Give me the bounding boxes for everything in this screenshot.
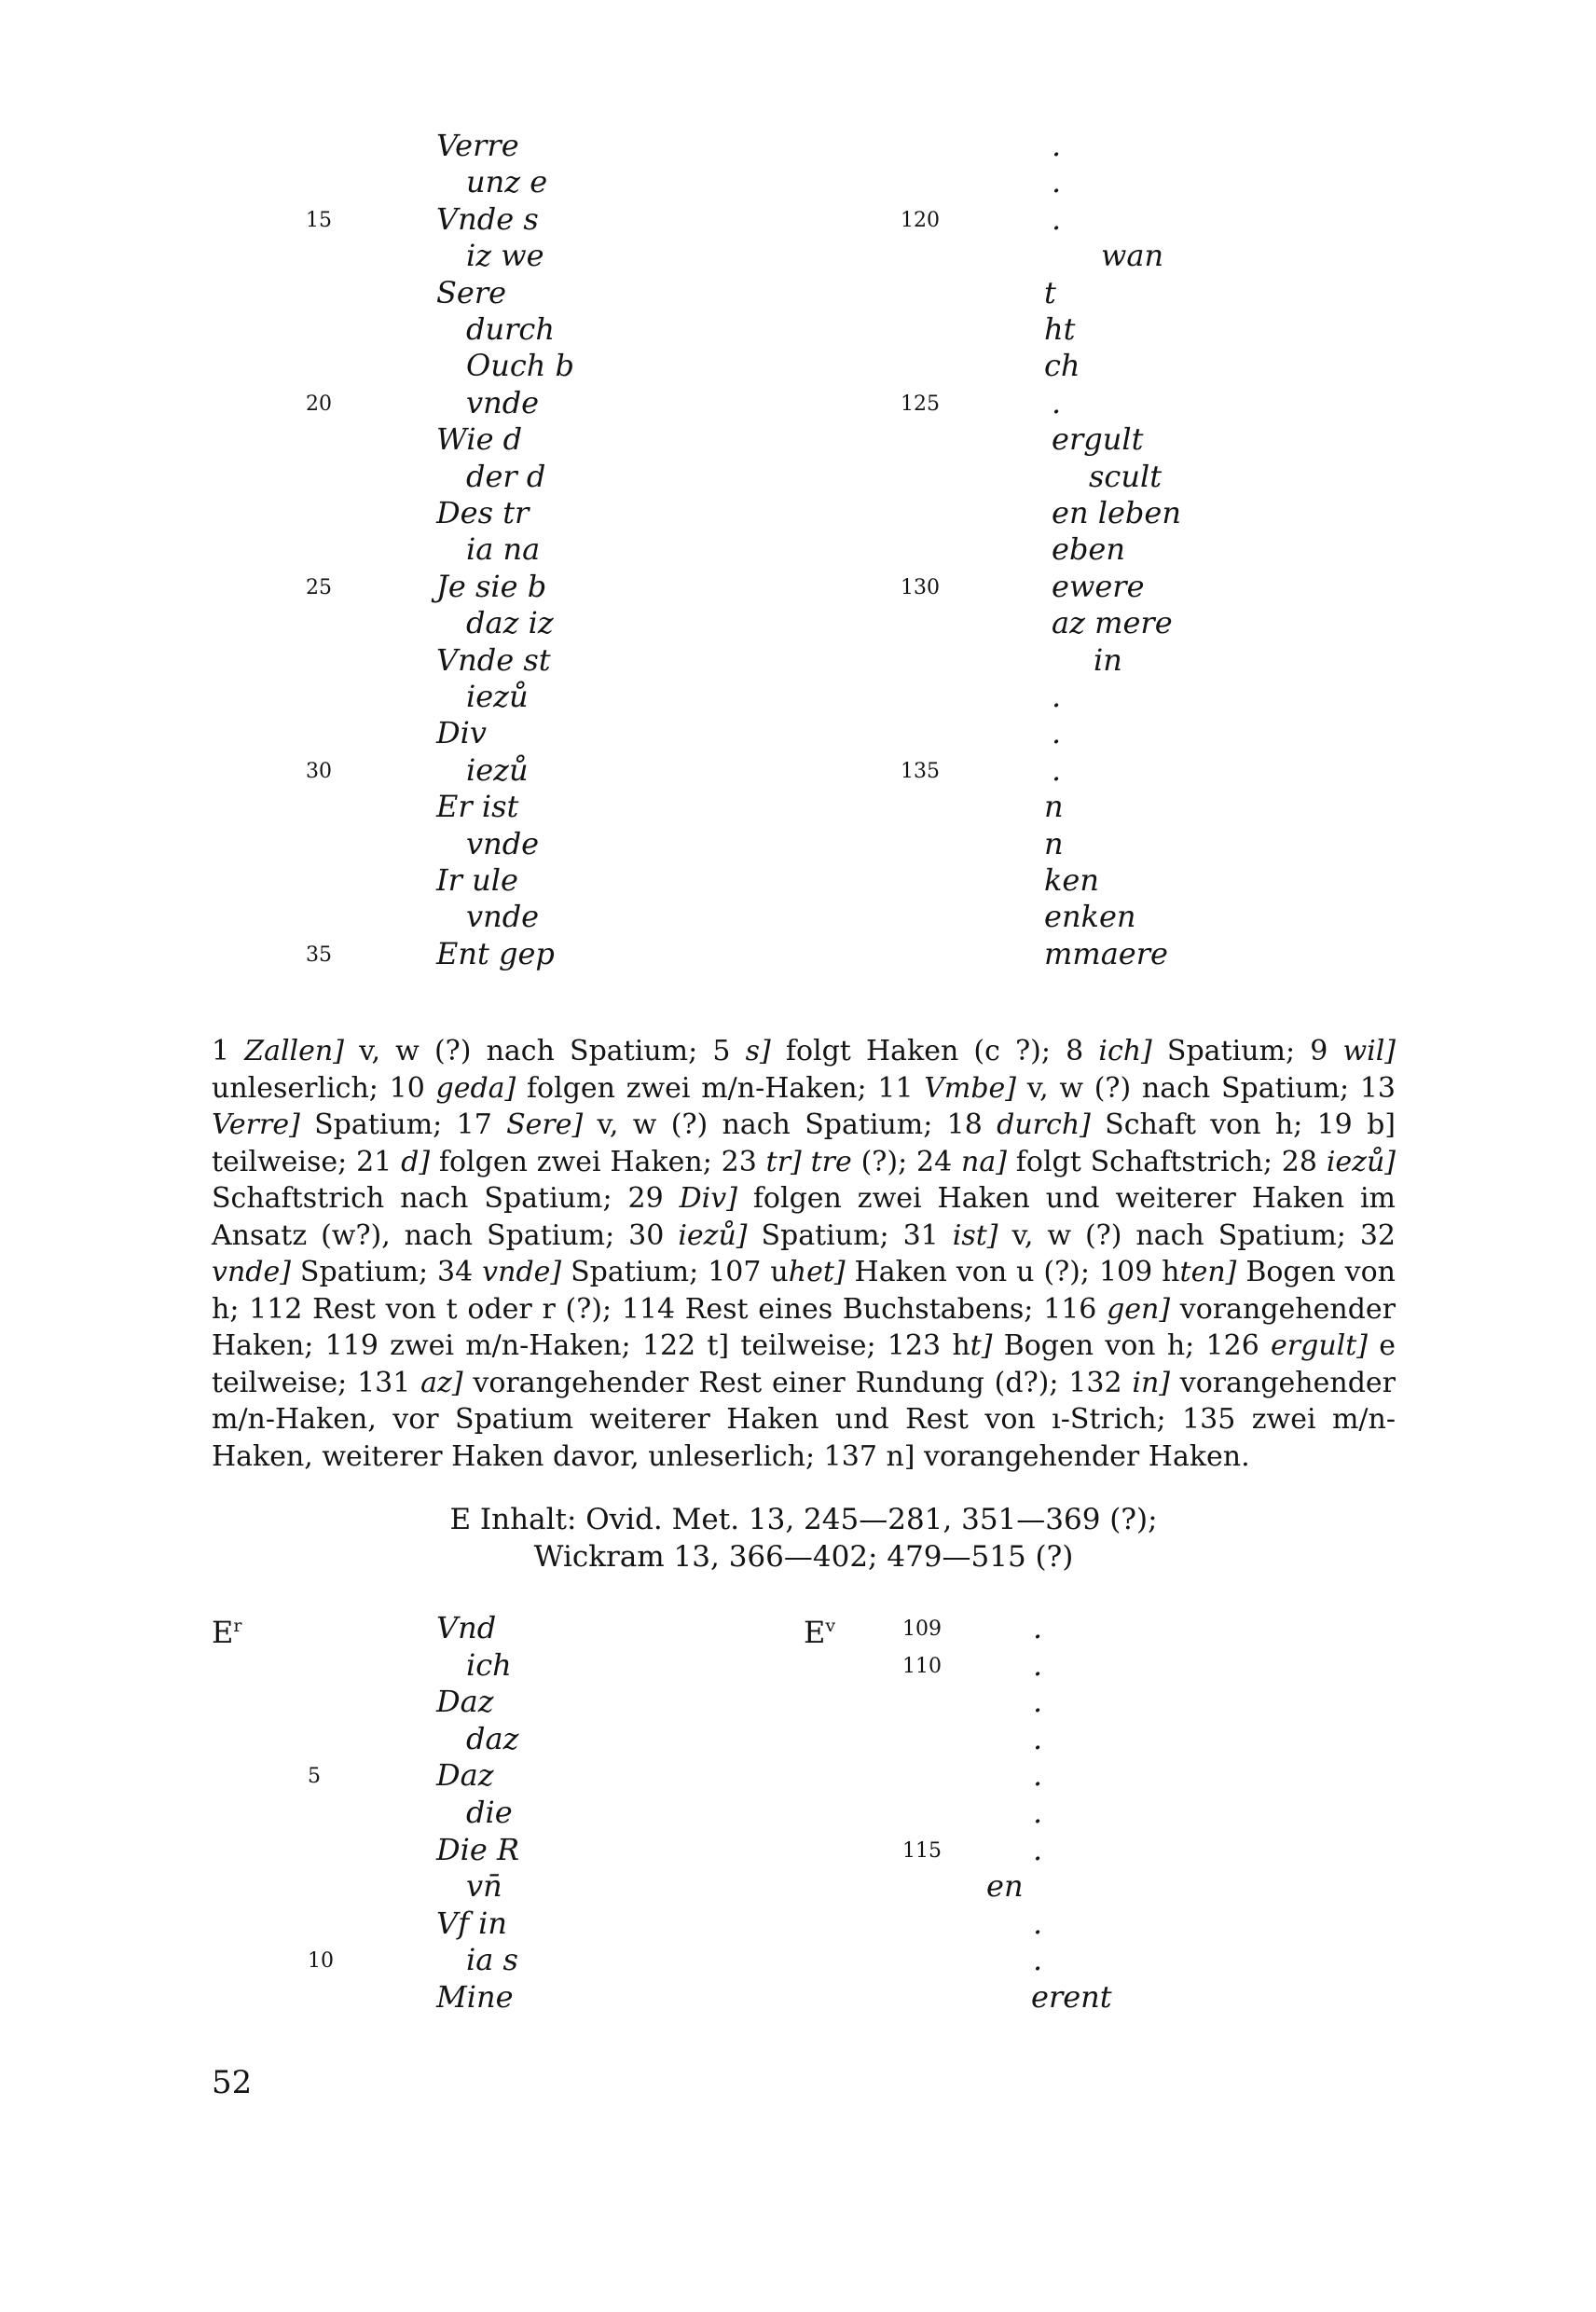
verse-line-right: ergult	[1052, 421, 1144, 458]
verse-line-left: ia na	[466, 531, 541, 568]
verse-line-left: daz iz	[466, 605, 554, 641]
verse-line-right: ewere	[1052, 568, 1145, 604]
verse-line-right: .	[1052, 164, 1062, 200]
verse-line-left: vn̄	[466, 1868, 502, 1905]
verse-line-right: en	[986, 1868, 1024, 1905]
lemma: tr]	[765, 1145, 802, 1178]
line-number: 10	[308, 1949, 334, 1974]
verse-line-left: iz we	[466, 238, 544, 274]
verse-line-right: n	[1044, 789, 1064, 825]
siglum-superscript: v	[825, 1616, 836, 1636]
verse-line-left: vnde	[466, 899, 540, 935]
lemma: in]	[1132, 1366, 1170, 1399]
verse-line-right: ch	[1044, 348, 1080, 384]
verse-line-left: Div	[436, 715, 487, 751]
lemma: ich]	[1098, 1035, 1152, 1067]
heading-line-1: E Inhalt: Ovid. Met. 13, 245—281, 351—369 (?);	[449, 1503, 1158, 1536]
verse-line-left: iezů	[466, 679, 529, 714]
siglum-superscript: r	[233, 1616, 242, 1636]
verse-line-right: mmaere	[1044, 935, 1168, 971]
lemma: Sere]	[506, 1108, 584, 1141]
verse-line-right: .	[1052, 200, 1062, 237]
verse-line-left: die	[466, 1795, 513, 1830]
verse-line-left: Ouch b	[466, 348, 575, 384]
lemma: wil]	[1342, 1035, 1396, 1067]
line-number: 120	[901, 208, 940, 232]
lemma: Zallen]	[244, 1035, 344, 1067]
verse-line-left: Daz	[436, 1684, 494, 1720]
line-number: 130	[901, 575, 940, 599]
verse-line-left: Mine	[436, 1979, 514, 2015]
verse-line-right: .	[1033, 1795, 1043, 1830]
verse-line-right: in	[1094, 641, 1122, 678]
verse-line-right: .	[1033, 1610, 1043, 1645]
lemma: tre	[810, 1145, 852, 1178]
line-number: 125	[901, 392, 940, 416]
verse-line-right: .	[1033, 1720, 1043, 1756]
lemma: iezů]	[678, 1218, 748, 1252]
line-number: 135	[901, 759, 940, 783]
verse-line-left: Vnde st	[436, 641, 551, 678]
lemma: t]	[970, 1329, 993, 1362]
lemma: Vmbe]	[924, 1071, 1017, 1105]
page-number: 52	[212, 2064, 253, 2101]
folio-siglum-verso: $E^v$	[804, 1615, 836, 1650]
verse-line-left: Wie d	[436, 421, 523, 458]
line-number: 115	[902, 1838, 942, 1863]
verse-line-right: enken	[1044, 899, 1136, 935]
verse-line-right: .	[1033, 1757, 1043, 1794]
line-number: 35	[306, 943, 332, 967]
verse-line-right: .	[1033, 1942, 1043, 1978]
verse-line-right: n	[1044, 825, 1064, 861]
lemma: Div]	[679, 1182, 737, 1215]
verse-line-right: wan	[1101, 238, 1164, 274]
verse-line-right: ht	[1044, 311, 1076, 347]
lemma: na]	[961, 1145, 1007, 1178]
verse-line-right: az mere	[1052, 605, 1173, 641]
upper-fragment	[0, 0, 1596, 988]
verse-line-right: .	[1052, 384, 1062, 420]
line-number: 20	[306, 392, 332, 416]
verse-line-right: .	[1052, 751, 1062, 788]
verse-line-left: Daz	[436, 1757, 494, 1794]
verse-line-left: vnde	[466, 384, 540, 420]
verse-line-left: Ent gep	[436, 935, 555, 971]
lemma: het]	[788, 1256, 846, 1288]
verse-line-right: .	[1033, 1646, 1043, 1683]
heading-line-2: Wickram 13, 366—402; 479—515 (?)	[533, 1540, 1074, 1574]
lemma: Verre]	[212, 1108, 300, 1141]
line-number: 25	[306, 575, 332, 599]
verse-line-right: .	[1033, 1831, 1043, 1867]
verse-line-left: daz	[466, 1720, 519, 1756]
verse-line-right: .	[1052, 128, 1062, 163]
lemma: ist]	[952, 1218, 998, 1252]
line-number: 110	[902, 1654, 942, 1678]
verse-line-left: ia s	[466, 1942, 518, 1978]
verse-line-right: .	[1052, 679, 1062, 714]
verse-line-left: Verre	[436, 128, 519, 163]
lemma: az]	[420, 1366, 463, 1399]
verse-line-right: .	[1052, 715, 1062, 751]
lemma: durch]	[997, 1108, 1091, 1141]
lemma: ten]	[1179, 1256, 1237, 1288]
verse-line-left: Er ist	[436, 789, 519, 825]
verse-line-left: iezů	[466, 751, 529, 788]
verse-line-left: Je sie b	[436, 568, 547, 604]
verse-line-left: vnde	[466, 825, 540, 861]
critical-apparatus: 1 Zallen] v, w (?) nach Spatium; 5 s] folgt Haken (c ?); 8 ich] Spatium; 9 wil] unleserlich; 10 geda] folgen zwei m/n-Haken; 11 Vmbe] v, w (?) nach Spatium; 13 Verre] Spatium; 17 Sere] v, w (?) nach Spatium; 18 durch] Schaft von h; 19 b] teilweise; 21 d] folgen zwei Haken; 23 tr] tre (?); 24 na] folgt Schaftstrich; 28 iezů] Schaftstrich nach Spatium; 29 Div] folgen zwei Haken und weiterer Haken im Ansatz (w?), nach Spatium; 30 iezů] Spatium; 31 ist] v, w (?) nach Spatium; 32 vnde] Spatium; 34 vnde] Spatium; 107 uhet] Haken von u (?); 109 hten] Bogen von h; 112 Rest von t oder r (?); 114 Rest eines Buchstabens; 116 gen] vorangehender Haken; 119 zwei m/n-Haken; 122 t] teilweise; 123 ht] Bogen von h; 126 ergult] e teilweise; 131 az] vorangehender Rest einer Rundung (d?); 132 in] vorangehender m/n-Haken, vor Spatium weiterer Haken und Rest von ı-Strich; 135 zwei m/n-Haken, weiterer Haken davor, unleserlich; 137 n] vorangehender Haken.	[212, 1035, 1396, 1473]
verse-line-left: Sere	[436, 274, 507, 310]
verse-line-right: .	[1033, 1905, 1043, 1941]
verse-line-right: eben	[1052, 531, 1125, 568]
verse-line-left: Vnd	[436, 1610, 497, 1645]
verse-line-right: ken	[1044, 862, 1099, 898]
lemma: s]	[745, 1035, 771, 1067]
lemma: vnde]	[212, 1256, 291, 1288]
line-number: 15	[306, 208, 332, 232]
verse-line-left: durch	[466, 311, 555, 347]
verse-line-left: Des tr	[436, 495, 530, 530]
lemma: vnde]	[482, 1256, 562, 1288]
verse-line-left: unz e	[466, 164, 548, 200]
lemma: ergult]	[1271, 1329, 1368, 1362]
verse-line-left: Vf in	[436, 1905, 507, 1941]
line-number: 30	[306, 759, 332, 783]
line-number: 109	[902, 1617, 942, 1641]
verse-line-left: Ir ule	[436, 862, 518, 898]
verse-line-left: Die R	[436, 1831, 520, 1867]
lemma: d]	[401, 1145, 431, 1178]
lemma: iezů]	[1326, 1145, 1396, 1178]
verse-line-right: .	[1033, 1684, 1043, 1720]
verse-line-left: ich	[466, 1646, 512, 1683]
verse-line-left: Vnde s	[436, 200, 539, 237]
line-number: 5	[308, 1765, 321, 1789]
verse-line-right: erent	[1031, 1979, 1112, 2015]
verse-line-right: scult	[1089, 458, 1163, 494]
folio-siglum-recto: $E^r$	[212, 1615, 242, 1650]
verse-line-right: t	[1044, 274, 1056, 310]
verse-line-right: en leben	[1052, 495, 1181, 530]
lemma: geda]	[435, 1071, 516, 1105]
content-heading	[212, 1501, 1396, 1576]
verse-line-left: der d	[466, 458, 546, 494]
lemma: gen]	[1107, 1292, 1171, 1326]
